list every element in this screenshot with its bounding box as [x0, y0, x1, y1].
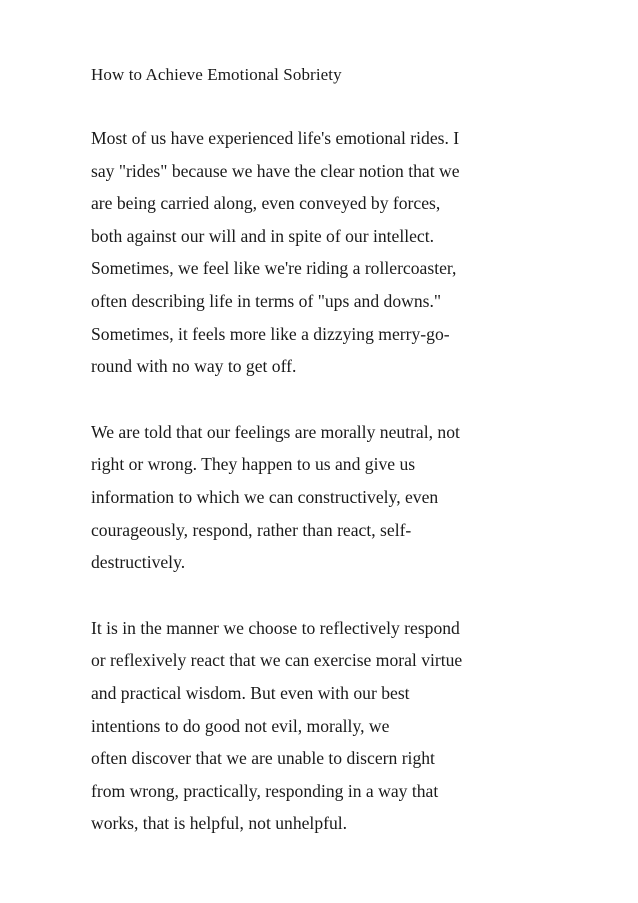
paragraph-spacing	[91, 579, 611, 612]
paragraph-1	[91, 122, 611, 383]
title-spacing	[91, 88, 611, 122]
paragraph-line: both against our will and in spite of our intellect.	[91, 225, 435, 246]
paragraph-line: We are told that our feelings are morally neutral, not	[91, 421, 460, 442]
paragraph-line: information to which we can constructively, even	[91, 486, 439, 507]
paragraph-line: say "rides" because we have the clear notion that we	[91, 160, 460, 181]
paragraph-line: often describing life in terms of "ups and downs."	[91, 290, 442, 311]
document-body	[91, 62, 611, 840]
paragraph-line: intentions to do good not evil, morally, we	[91, 715, 390, 736]
paragraph-3	[91, 612, 611, 840]
paragraph-line: Sometimes, we feel like we're riding a rollercoaster,	[91, 258, 457, 279]
paragraph-line: courageously, respond, rather than react, self-	[91, 519, 412, 540]
paragraph-line: It is in the manner we choose to reflectively respond	[91, 617, 460, 638]
paragraph-line: often discover that we are unable to discern right	[91, 748, 435, 769]
paragraph-line: from wrong, practically, responding in a way that	[91, 780, 439, 801]
paragraph-spacing	[91, 383, 611, 416]
paragraph-line: or reflexively react that we can exercise moral virtue	[91, 650, 463, 671]
paragraph-line: Most of us have experienced life's emotional rides. I	[91, 128, 460, 148]
paragraph-line: right or wrong. They happen to us and give us	[91, 454, 416, 475]
paragraph-line: works, that is helpful, not unhelpful.	[91, 813, 348, 834]
paragraph-line: round with no way to get off.	[91, 356, 297, 377]
paragraph-line: are being carried along, even conveyed by forces,	[91, 193, 441, 214]
document-title: How to Achieve Emotional Sobriety	[91, 65, 342, 84]
paragraph-line: Sometimes, it feels more like a dizzying merry-go-	[91, 323, 450, 344]
paragraph-2	[91, 416, 611, 579]
paragraph-line: and practical wisdom. But even with our best	[91, 682, 410, 703]
paragraph-line: destructively.	[91, 552, 186, 573]
